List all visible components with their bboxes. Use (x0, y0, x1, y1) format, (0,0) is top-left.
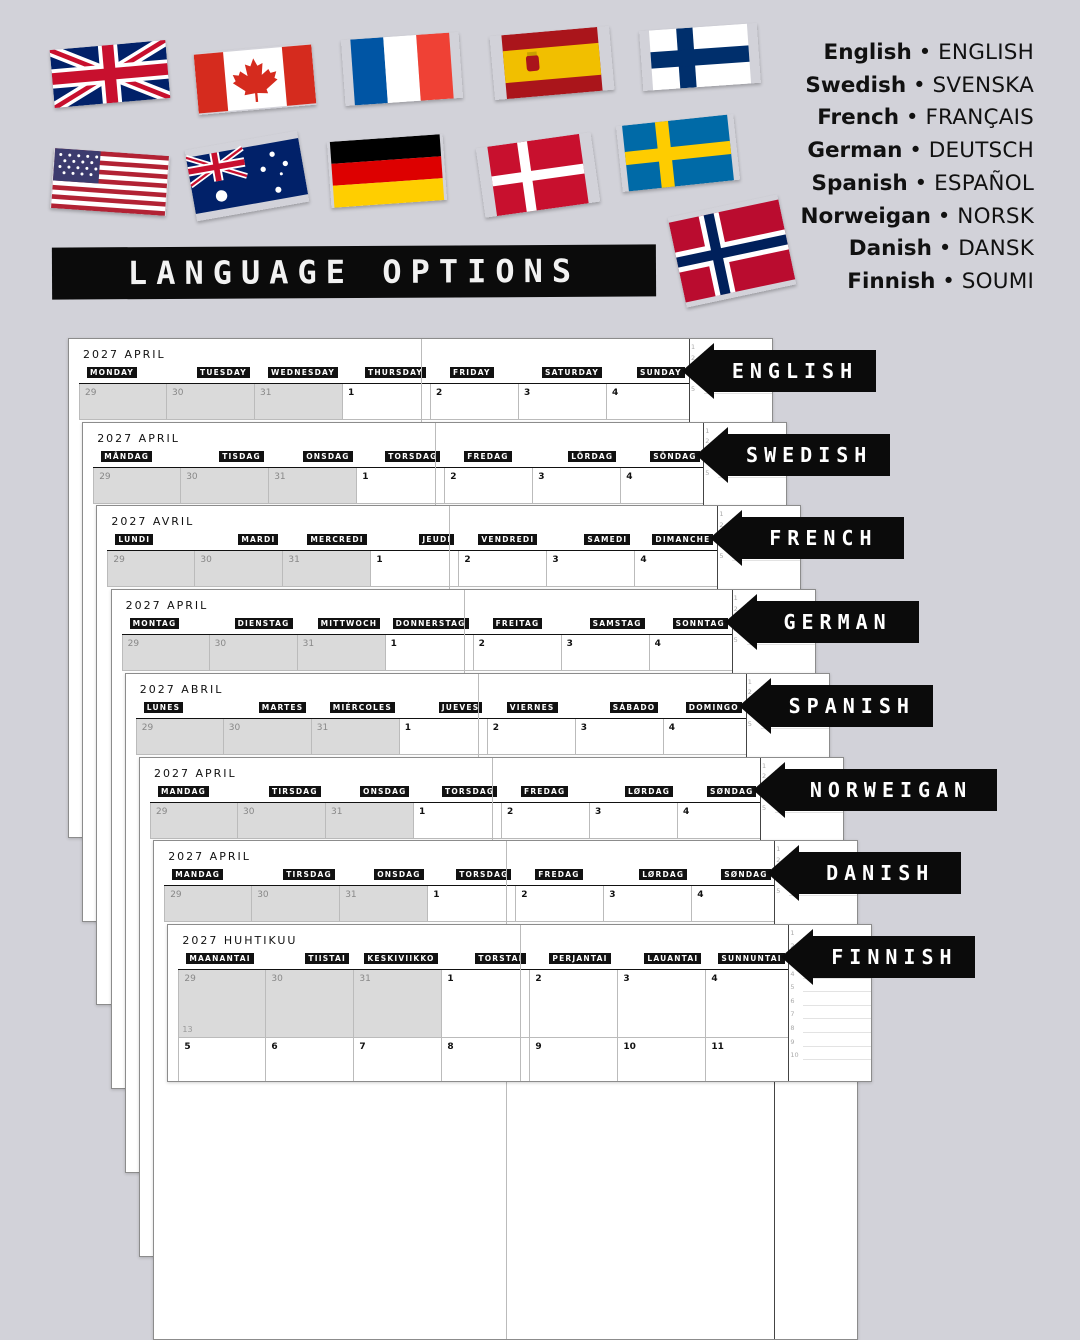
day-cell: 2 (458, 551, 546, 587)
weekday-label: TIRSDAG (269, 786, 321, 797)
day-cell: 6 (265, 1038, 353, 1082)
day-cell: 30 (251, 886, 339, 922)
notes-rule (747, 644, 816, 645)
notes-line-number: 1 (747, 677, 752, 686)
weekday-label: FRIDAY (450, 367, 494, 378)
day-cell: 2 (501, 803, 589, 839)
notes-line-number: 2 (719, 520, 724, 529)
notes-line-number: 3 (691, 364, 696, 372)
language-native-name: SOUMI (961, 268, 1034, 294)
denmark-flag (476, 132, 601, 217)
notes-line-number: 2 (776, 855, 781, 864)
day-cell: 29 (150, 803, 237, 839)
weekday-label: TISDAG (219, 451, 264, 462)
weekday-label: FREDAG (464, 451, 511, 462)
day-cell: 31 (311, 719, 399, 755)
language-name: French (817, 105, 900, 131)
arrow-label: SWEDISH (746, 442, 873, 467)
notes-line-number: 4 (705, 458, 710, 467)
separator-dot: • (906, 72, 933, 98)
weekday-label: ONSDAG (360, 786, 409, 797)
language-name: German (807, 138, 903, 164)
language-arrow-english (682, 350, 876, 392)
calendar-sheet-finnish (167, 924, 872, 1082)
day-cell: 7 (353, 1038, 441, 1082)
language-list-row (801, 37, 1034, 70)
day-cell: 4 (705, 970, 788, 1038)
notes-line-number: 5 (776, 887, 781, 896)
sweden-flag (616, 114, 740, 192)
language-list-row (801, 102, 1034, 135)
language-list-row (801, 70, 1034, 103)
day-cell: 30 (194, 551, 282, 587)
notes-line-number: 8 (790, 1024, 795, 1033)
day-cell: 3 (617, 970, 705, 1038)
weekday-label: WEDNESDAY (268, 367, 338, 378)
notes-rule (704, 393, 773, 394)
language-native-name: DEUTSCH (928, 138, 1034, 164)
weekday-label: MANDAG (172, 869, 223, 880)
notes-line-number: 5 (705, 468, 710, 477)
day-cell: 3 (546, 551, 634, 587)
language-arrow-german (725, 601, 919, 643)
weekday-label: TIISTAI (305, 953, 349, 964)
day-cell: 31 (297, 635, 385, 671)
arrow-tip (725, 594, 757, 650)
weekday-label: TUESDAY (197, 367, 250, 378)
arrow-label: DANISH (826, 861, 935, 886)
notes-line-number: 5 (719, 552, 724, 561)
weekday-label: SUNNUNTAI (718, 953, 784, 964)
day-cell: 30 (237, 803, 325, 839)
weekday-label: TORSDAG (456, 869, 511, 880)
day-cell: 30 (223, 719, 311, 755)
notes-line-number: 5 (762, 803, 767, 812)
language-arrow-finnish (781, 936, 975, 978)
day-cell: 2 (529, 970, 617, 1038)
language-list-row (801, 201, 1034, 234)
norway-flag (668, 194, 797, 307)
weekday-label: DOMINGO (686, 702, 742, 713)
canada-flag (194, 43, 317, 115)
notes-line-number: 1 (762, 761, 767, 770)
weekday-label: VENDREDI (478, 534, 537, 545)
day-cell: 31 (268, 468, 356, 504)
language-list (801, 37, 1034, 299)
language-native-name: ESPAÑOL (934, 170, 1034, 196)
day-cell: 29 (122, 635, 209, 671)
notes-divider (774, 841, 775, 1340)
day-cell: 11 (705, 1038, 788, 1082)
day-cell: 2 (430, 384, 518, 420)
week-number: 13 (182, 1024, 193, 1034)
notes-line-number: 2 (790, 942, 795, 951)
language-native-name: ENGLISH (938, 40, 1034, 65)
language-list-row (801, 168, 1034, 201)
weekday-label: LUNES (144, 702, 183, 713)
day-cell: 29 (79, 384, 166, 420)
weekday-label: DIENSTAG (235, 618, 293, 629)
day-cell: 1 (399, 719, 487, 755)
day-cell: 31 (353, 970, 441, 1038)
notes-line-number: 5 (790, 983, 795, 992)
arrow-label: GERMAN (783, 610, 892, 635)
day-cell: 4 (634, 551, 717, 587)
arrow-tip (696, 427, 728, 483)
arrow-label: FRENCH (769, 526, 878, 551)
day-cell: 1 (427, 886, 515, 922)
weekday-label: MARDI (238, 534, 278, 545)
weekday-label: SONNTAG (673, 618, 728, 629)
notes-line-number: 4 (747, 709, 752, 718)
day-cell: 29 (164, 886, 251, 922)
notes-line-number: 4 (776, 876, 781, 885)
weekday-label: ONSDAG (374, 869, 423, 880)
notes-line-number: 7 (790, 1010, 795, 1019)
weekday-label: VIERNES (507, 702, 558, 713)
notes-rule (803, 1046, 872, 1047)
weekday-label: DIMANCHE (652, 534, 713, 545)
notes-line-number: 1 (691, 343, 696, 351)
calendar-sheet-danish (153, 840, 858, 1340)
arrow-label: NORWEIGAN (809, 777, 973, 802)
day-cell: 10 (617, 1038, 705, 1082)
day-cell: 29 (136, 719, 223, 755)
weekday-label: LUNDI (115, 534, 153, 545)
day-cell: 31 (339, 886, 427, 922)
notes-line-number: 5 (747, 719, 752, 728)
day-cell: 29 (93, 468, 180, 504)
notes-line-number: 1 (733, 594, 738, 603)
weekday-label: SÁBADO (610, 702, 659, 713)
notes-line-number: 4 (719, 541, 724, 550)
weekday-label: DONNERSTAG (393, 618, 469, 629)
notes-rule (775, 812, 844, 813)
weekday-label: TORSTAI (475, 953, 525, 964)
weekday-label: SØNDAG (707, 786, 756, 797)
separator-dot: • (935, 268, 962, 294)
weekday-label: MONTAG (130, 618, 180, 629)
weekday-label: MIÉRCOLES (330, 702, 395, 713)
weekday-label: MAANANTAI (186, 953, 253, 964)
day-cell: 1 (413, 803, 501, 839)
france-flag (341, 32, 463, 106)
weekday-label: TIRSDAG (283, 869, 335, 880)
day-cell: 3 (603, 886, 691, 922)
notes-line-number: 3 (747, 698, 752, 707)
weekday-label: THURSDAY (365, 367, 426, 378)
day-cell: 29 (107, 551, 194, 587)
day-cell: 4 (691, 886, 774, 922)
banner-title: LANGUAGE OPTIONS (127, 251, 581, 293)
weekday-label: MONDAY (87, 367, 137, 378)
calendar-month-title: 2027 APRIL (97, 431, 180, 445)
notes-line-number: 2 (733, 604, 738, 613)
arrow-tip (753, 762, 785, 818)
notes-line-number: 1 (719, 510, 724, 519)
arrow-label: ENGLISH (731, 359, 859, 383)
day-cell: 8 (441, 1038, 529, 1082)
day-cell: 30 (209, 635, 297, 671)
day-cell: 4 (649, 635, 732, 671)
separator-dot: • (899, 105, 926, 131)
weekday-label: SATURDAY (542, 367, 602, 378)
notes-line-number: 1 (705, 426, 710, 435)
weekday-label: LAUANTAI (644, 953, 701, 964)
language-name: Norweigan (800, 203, 931, 229)
day-cell: 1 (356, 468, 444, 504)
language-arrow-spanish (739, 685, 933, 727)
calendar-month-title: 2027 APRIL (154, 766, 237, 780)
day-cell: 3 (532, 468, 620, 504)
language-list-row (801, 233, 1034, 266)
notes-line-number: 3 (790, 956, 795, 965)
calendar-month-title: 2027 APRIL (168, 850, 251, 864)
weekday-label: SUNDAY (637, 367, 685, 378)
australia-flag (185, 131, 310, 222)
day-cell: 2 (473, 635, 561, 671)
day-cell: 30 (166, 384, 254, 420)
weekday-label: LØRDAG (625, 786, 673, 797)
separator-dot: • (907, 170, 935, 196)
weekday-label: MARTES (259, 702, 307, 713)
weekday-label: FREITAG (493, 618, 543, 629)
day-cell: 29 (178, 970, 265, 1038)
notes-line-number: 1 (790, 928, 795, 937)
arrow-label: SPANISH (788, 693, 915, 718)
day-cell: 2 (444, 468, 532, 504)
notes-line-number: 4 (790, 969, 795, 978)
notes-rule (803, 1005, 872, 1006)
weekday-label: FREDAG (521, 786, 568, 797)
notes-rule (803, 1018, 872, 1019)
day-cell: 2 (515, 886, 603, 922)
notes-line-number: 5 (691, 385, 696, 393)
day-cell: 1 (385, 635, 473, 671)
finland-flag (639, 23, 761, 91)
weekday-label: MERCREDI (307, 534, 366, 545)
day-cell: 4 (677, 803, 760, 839)
day-cell: 31 (254, 384, 342, 420)
arrow-label: FINNISH (831, 944, 958, 969)
day-cell: 2 (487, 719, 575, 755)
language-list-row (801, 135, 1034, 168)
language-arrow-french (710, 517, 904, 559)
language-options-banner (52, 244, 656, 299)
arrow-tip (781, 929, 813, 985)
weekday-label: MITTWOCH (318, 618, 381, 629)
calendar-month-title: 2027 APRIL (83, 348, 166, 361)
notes-line-number: 3 (776, 866, 781, 875)
notes-rule (803, 1059, 872, 1060)
day-cell: 3 (575, 719, 663, 755)
notes-line-number: 4 (733, 625, 738, 634)
weekday-label: TORSDAG (442, 786, 497, 797)
day-cell: 4 (606, 384, 689, 420)
notes-rule (803, 991, 872, 992)
usa-flag (50, 148, 170, 216)
notes-line-number: 2 (691, 353, 696, 362)
notes-line-number: 2 (747, 688, 752, 697)
notes-line-number: 1 (776, 845, 781, 854)
weekday-label: SÖNDAG (650, 451, 699, 462)
uk-flag (50, 40, 171, 108)
calendar-month-title: 2027 HUHTIKUU (182, 933, 298, 947)
germany-flag (327, 134, 447, 208)
language-native-name: SVENSKA (932, 72, 1034, 98)
arrow-tip (739, 678, 771, 734)
weekday-label: LÖRDAG (568, 451, 616, 462)
language-name: Danish (848, 236, 932, 262)
language-arrow-swedish (696, 434, 890, 476)
day-cell: 1 (370, 551, 458, 587)
weekday-label: ONSDAG (303, 451, 352, 462)
arrow-tip (682, 343, 714, 399)
language-native-name: DANSK (958, 236, 1034, 262)
weekday-label: MÅNDAG (101, 451, 152, 462)
notes-line-number: 2 (762, 772, 767, 780)
weekday-label: PERJANTAI (549, 953, 610, 964)
language-arrow-norweigan (753, 769, 997, 811)
notes-line-number: 4 (691, 374, 696, 383)
day-cell: 31 (282, 551, 370, 587)
weekday-label: JUEVES (439, 702, 483, 713)
day-cell: 4 (620, 468, 703, 504)
notes-line-number: 3 (762, 782, 767, 791)
notes-line-number: 9 (790, 1037, 795, 1046)
language-native-name: NORSK (957, 203, 1034, 229)
notes-rule (718, 477, 787, 478)
notes-line-number: 4 (762, 793, 767, 801)
day-cell: 1 (342, 384, 430, 420)
language-native-name: FRANÇAIS (925, 105, 1034, 131)
day-cell: 30 (180, 468, 268, 504)
day-cell: 5 (178, 1038, 265, 1082)
separator-dot: • (930, 203, 958, 229)
separator-dot: • (911, 40, 939, 65)
weekday-label: FREDAG (535, 869, 582, 880)
notes-rule (761, 728, 830, 729)
weekday-label: SAMEDI (584, 534, 630, 545)
weekday-label: MANDAG (158, 786, 209, 797)
notes-line-number: 6 (790, 996, 795, 1005)
separator-dot: • (931, 236, 959, 262)
day-cell: 3 (518, 384, 606, 420)
arrow-tip (710, 510, 742, 566)
language-name: Swedish (805, 72, 907, 98)
calendar-month-title: 2027 AVRIL (111, 515, 195, 529)
day-cell: 4 (663, 719, 746, 755)
weekday-label: SAMSTAG (590, 618, 645, 629)
day-cell: 3 (561, 635, 649, 671)
spain-flag (489, 26, 614, 100)
language-name: English (823, 40, 912, 65)
notes-rule (732, 560, 801, 561)
notes-line-number: 3 (719, 531, 724, 540)
notes-line-number: 2 (705, 437, 710, 446)
weekday-label: KESKIVIIKKO (364, 953, 437, 964)
language-list-row (801, 266, 1034, 299)
notes-line-number: 10 (790, 1051, 799, 1060)
day-cell: 3 (589, 803, 677, 839)
calendar-month-title: 2027 APRIL (125, 599, 209, 613)
day-cell: 9 (529, 1038, 617, 1082)
weekday-label: LØRDAG (639, 869, 687, 880)
arrow-tip (767, 845, 799, 901)
notes-line-number: 3 (733, 615, 738, 624)
day-cell: 1 (441, 970, 529, 1038)
notes-line-number: 3 (705, 447, 710, 456)
notes-rule (789, 895, 858, 896)
language-name: Spanish (811, 170, 908, 196)
calendar-month-title: 2027 ABRIL (139, 682, 224, 696)
weekday-label: TORSDAG (385, 451, 440, 462)
separator-dot: • (902, 138, 929, 164)
language-arrow-danish (767, 852, 961, 894)
notes-line-number: 5 (733, 636, 738, 645)
weekday-label: SØNDAG (721, 869, 770, 880)
language-name: Finnish (847, 268, 936, 294)
day-cell: 31 (325, 803, 413, 839)
notes-rule (803, 1032, 872, 1033)
day-cell: 30 (265, 970, 353, 1038)
weekday-label: JEUDI (419, 534, 454, 545)
